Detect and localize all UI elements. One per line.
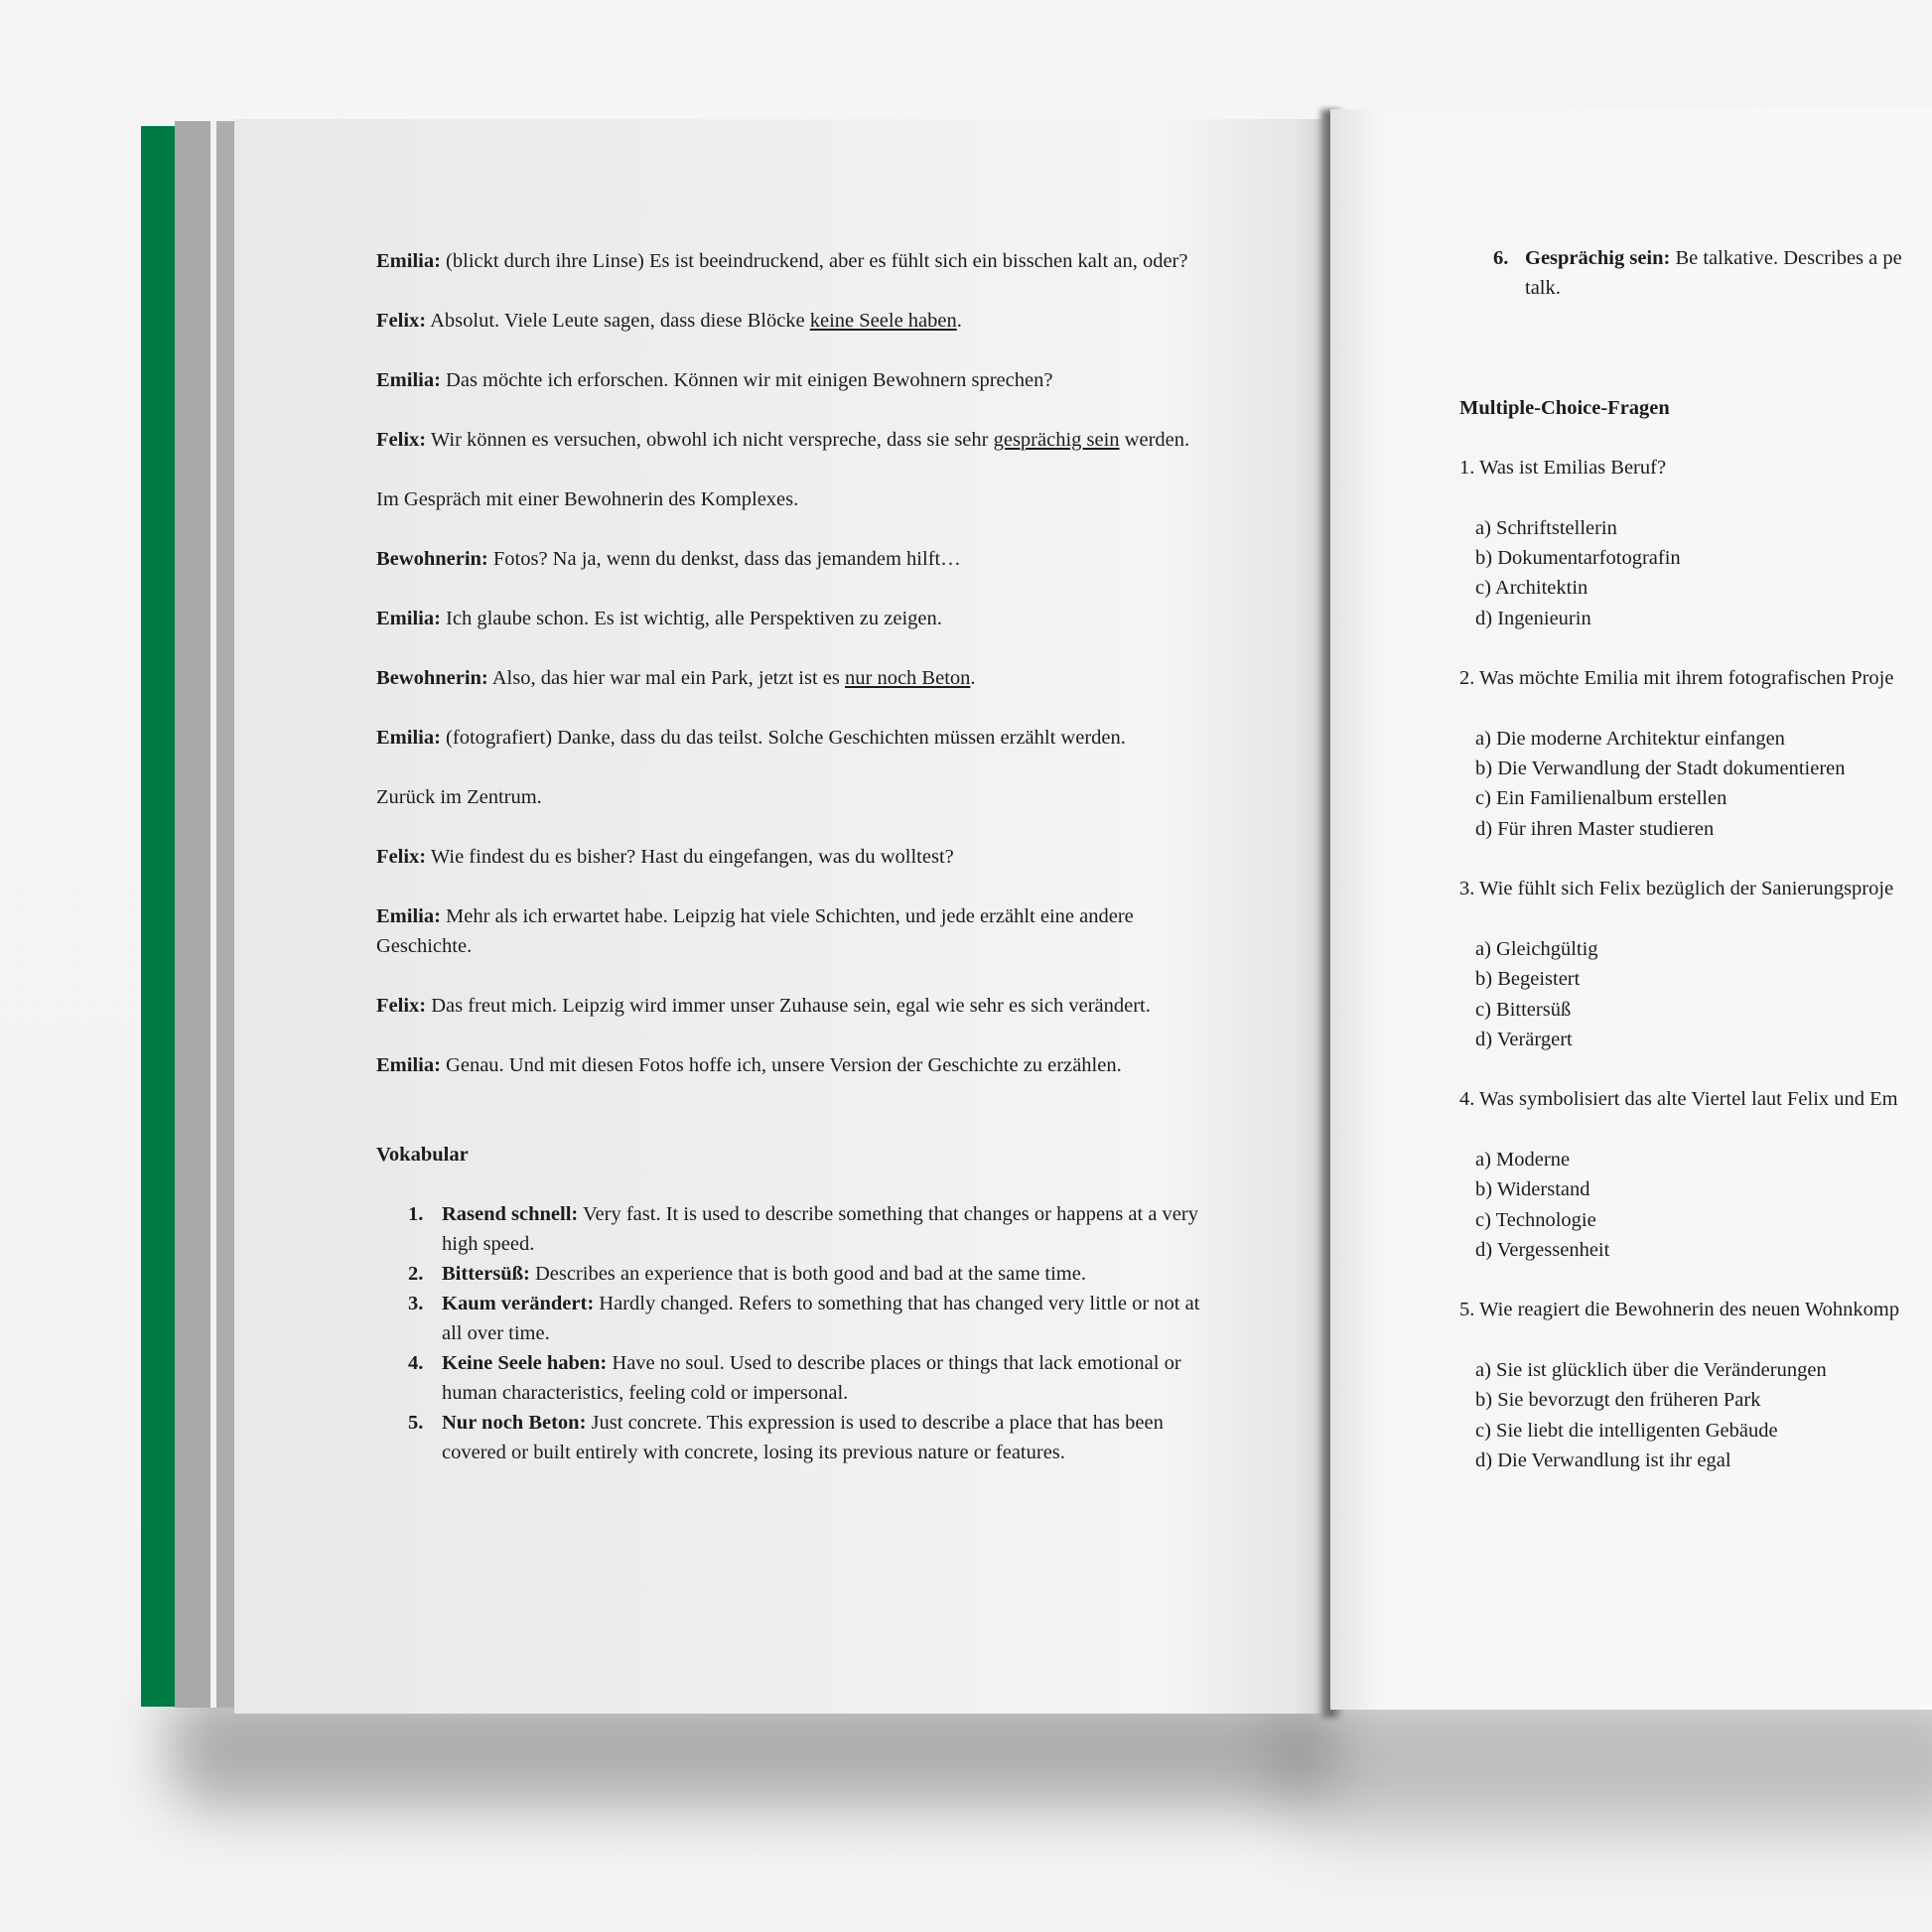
dialogue-line [376,1050,1200,1080]
answer-option: d) Ingenieurin [1475,607,1591,629]
vocab-term: Gesprächig sein: [1525,247,1671,269]
dialogue-text: Wir können es versuchen, obwohl ich nicht verspreche, dass sie sehr [426,429,994,451]
vocab-item [408,1289,1200,1348]
question-block [1459,663,1932,844]
options-list [1475,513,1932,634]
vocab-term: Rasend schnell: [442,1203,579,1225]
vocab-number: 5. [408,1412,424,1434]
dialogue-text: Also, das hier war mal ein Park, jetzt ist es [487,667,845,689]
vocab-heading: Vokabular [376,1144,469,1166]
question-block [1459,1084,1932,1265]
dialogue-line [376,604,1200,633]
options-list [1475,934,1932,1055]
speaker-name: Bewohnerin: [376,667,488,689]
question-block [1459,874,1932,1054]
answer-option: c) Bittersüß [1475,998,1572,1021]
vocab-definition: Just concrete. This expression is used to describe a place that has been covered or built entirely with concrete, losing its previous nature or features. [442,1412,1164,1463]
vocab-definition: Have no soul. Used to describe places or things that lack emotional or human characteristics, feeling cold or impersonal. [442,1352,1181,1404]
vocab-item [408,1408,1200,1467]
dialogue-text: Ich glaube schon. Es ist wichtig, alle Perspektiven zu zeigen. [440,608,942,629]
answer-option: b) Widerstand [1475,1178,1590,1201]
vocab-number: 1. [408,1203,424,1225]
speaker-name: Felix: [376,310,427,332]
options-list [1475,1355,1932,1476]
answer-option: c) Technologie [1475,1208,1596,1231]
options-list [1475,724,1932,845]
underlined-phrase: gesprächig sein [993,429,1120,451]
dialogue-text: Fotos? Na ja, wenn du denkst, dass das jemandem hilft… [487,548,961,570]
answer-option: b) Die Verwandlung der Stadt dokumentieren [1475,758,1846,780]
dialogue-line [376,246,1200,276]
vocab-definition: Be talkative. Describes a pe [1670,247,1902,269]
vocab-term: Nur noch Beton: [442,1412,587,1434]
vocab-term: Kaum verändert: [442,1293,595,1314]
vocab-term: Keine Seele haben: [442,1352,608,1374]
speaker-name: Felix: [376,995,427,1017]
vocab-term: Bittersüß: [442,1263,530,1285]
vocab-item [1459,243,1932,304]
question-block [1459,1295,1932,1475]
answer-option: a) Schriftstellerin [1475,516,1617,539]
answer-option: a) Sie ist glücklich über die Veränderungen [1475,1358,1827,1381]
answer-option: d) Verärgert [1475,1028,1573,1050]
dialogue-text: . [970,667,976,689]
speaker-name: Felix: [376,846,427,868]
vocab-number: 2. [408,1263,424,1285]
speaker-name: Bewohnerin: [376,548,488,570]
answer-option: d) Die Verwandlung ist ihr egal [1475,1449,1731,1471]
vocab-number: 6. [1493,247,1509,269]
answer-option: a) Gleichgültig [1475,937,1598,960]
dialogue-line [376,901,1200,961]
answer-option: b) Dokumentarfotografin [1475,547,1681,570]
speaker-name: Emilia: [376,1054,441,1076]
right-page [1330,109,1932,1710]
speaker-name: Emilia: [376,608,441,629]
dialogue-line [376,544,1200,574]
answer-option: b) Begeistert [1475,968,1581,991]
question-text: 3. Wie fühlt sich Felix bezüglich der Sanierungsproje [1459,878,1894,900]
answer-option: a) Moderne [1475,1148,1571,1171]
dialogue-line [376,842,1200,872]
underlined-phrase: keine Seele haben [809,310,957,332]
vocab-number: 3. [408,1293,424,1314]
question-text: 5. Wie reagiert die Bewohnerin des neuen Wohnkomp [1459,1299,1900,1321]
vocab-item [408,1348,1200,1408]
vocab-definition: talk. [1525,277,1561,300]
dialogue-text: Genau. Und mit diesen Fotos hoffe ich, unsere Version der Geschichte zu erzählen. [440,1054,1122,1076]
book-cover-spine [141,126,175,1707]
speaker-name: Emilia: [376,727,441,749]
vocab-item [408,1199,1200,1259]
vocab-definition: Very fast. It is used to describe something that changes or happens at a very high speed. [442,1203,1198,1255]
dialogue-text: werden. [1119,429,1190,451]
narration-line: Im Gespräch mit einer Bewohnerin des Komplexes. [376,488,799,510]
options-list [1475,1145,1932,1266]
speaker-name: Emilia: [376,250,441,272]
answer-option: d) Für ihren Master studieren [1475,817,1715,840]
dialogue-line [376,365,1200,395]
dialogue-line [376,723,1200,753]
dialogue-line [376,663,1200,693]
page-edge-strip [216,121,234,1708]
answer-option: a) Die moderne Architektur einfangen [1475,727,1785,750]
question-text: 4. Was symbolisiert das alte Viertel laut Felix und Em [1459,1088,1898,1111]
narration-line: Zurück im Zentrum. [376,786,542,808]
dialogue-text: Mehr als ich erwartet habe. Leipzig hat viele Schichten, und jede erzählt eine andere Geschichte. [376,905,1134,957]
dialogue-text: . [956,310,962,332]
dialogue-line [376,991,1200,1021]
multiple-choice-heading: Multiple-Choice-Fragen [1459,396,1670,419]
question-text: 2. Was möchte Emilia mit ihrem fotografischen Proje [1459,667,1894,690]
right-page-content [1459,243,1932,1505]
dialogue-text: Das möchte ich erforschen. Können wir mit einigen Bewohnern sprechen? [440,369,1053,391]
left-page [234,119,1328,1714]
dialogue-text: Absolut. Viele Leute sagen, dass diese Blöcke [426,310,810,332]
left-page-content [376,246,1200,1467]
vocab-item [408,1259,1200,1289]
answer-option: c) Sie liebt die intelligenten Gebäude [1475,1419,1778,1442]
vocab-definition: Hardly changed. Refers to something that has changed very little or not at all over time. [442,1293,1200,1344]
vocab-list [376,1199,1200,1467]
dialogue-text: (fotografiert) Danke, dass du das teilst. Solche Geschichten müssen erzählt werden. [440,727,1126,749]
dialogue-line [376,306,1200,336]
underlined-phrase: nur noch Beton [845,667,971,689]
dialogue-line [376,425,1200,455]
question-text: 1. Was ist Emilias Beruf? [1459,457,1667,480]
speaker-name: Emilia: [376,369,441,391]
answer-option: c) Ein Familienalbum erstellen [1475,787,1727,810]
speaker-name: Emilia: [376,905,441,927]
speaker-name: Felix: [376,429,427,451]
answer-option: c) Architektin [1475,577,1588,600]
dialogue-text: (blickt durch ihre Linse) Es ist beeindruckend, aber es fühlt sich ein bisschen kalt an, oder? [440,250,1188,272]
page-edge-strip [175,121,210,1708]
answer-option: b) Sie bevorzugt den früheren Park [1475,1389,1761,1412]
answer-option: d) Vergessenheit [1475,1238,1610,1261]
vocab-number: 4. [408,1352,424,1374]
vocab-definition: Describes an experience that is both good and bad at the same time. [529,1263,1086,1285]
dialogue-text: Wie findest du es bisher? Hast du eingefangen, was du wolltest? [426,846,954,868]
question-block [1459,453,1932,633]
dialogue-text: Das freut mich. Leipzig wird immer unser Zuhause sein, egal wie sehr es sich verändert. [426,995,1151,1017]
